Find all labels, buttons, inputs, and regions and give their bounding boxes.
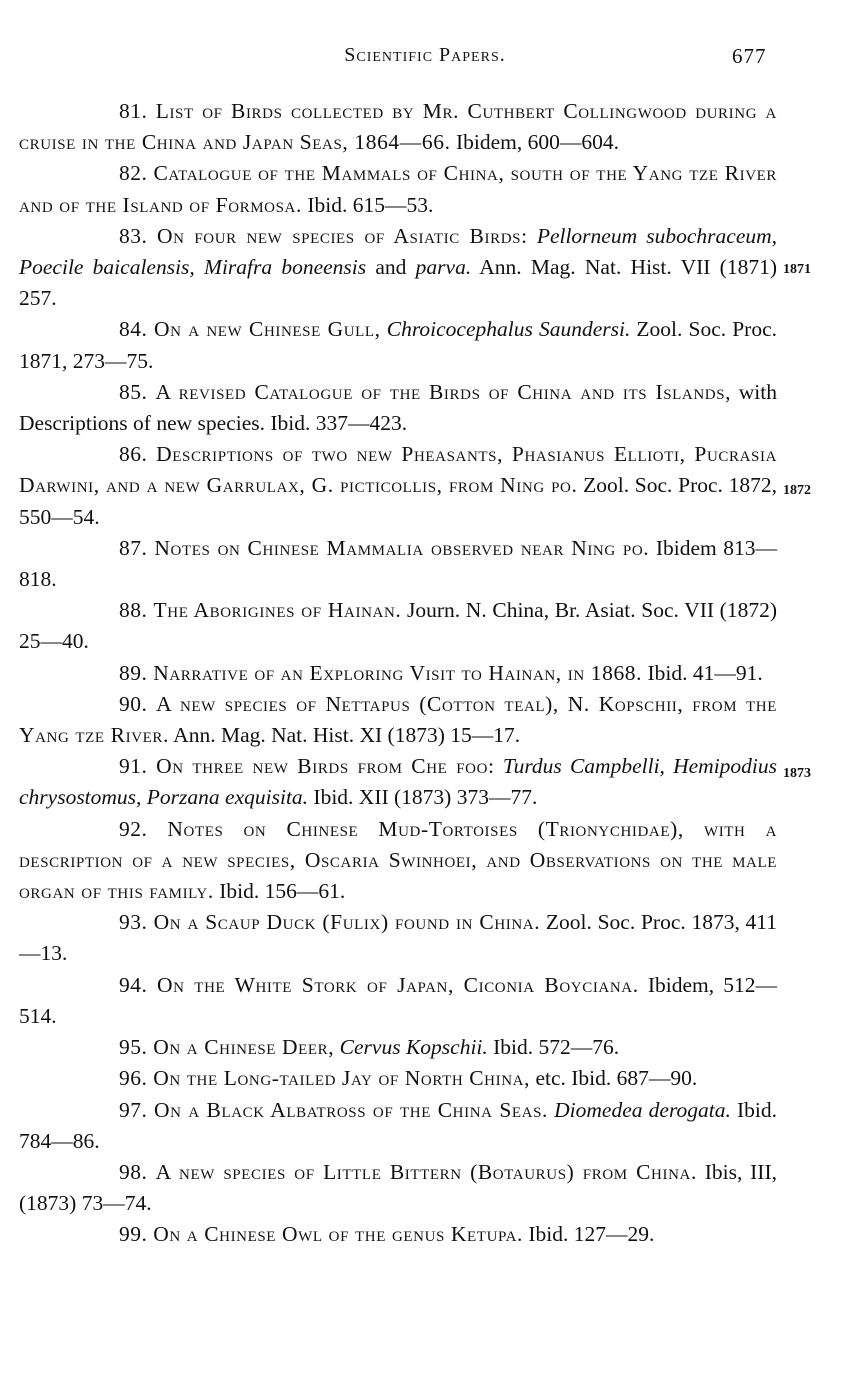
species-name: Turdus Campbelli, Hemipodius chrysostomus, Porzana exquisita. [19, 754, 778, 810]
entry-citation: Zool. Soc. Proc. 1873, 411—13. [19, 910, 777, 966]
species-name: Chroicocephalus Saundersi. [386, 317, 631, 342]
bibliography-entry [19, 1032, 777, 1063]
entry-citation: Ibid. 156—61. [213, 879, 346, 904]
page-header [0, 44, 850, 74]
margin-year: 1872 [783, 483, 811, 498]
bibliography-entry [19, 158, 777, 220]
entry-citation: Ibidem, 600—604. [450, 130, 619, 155]
entry-citation: Journ. N. China, Br. Asiat. Soc. VII (1872) 25—40. [19, 598, 778, 654]
entry-title: Descriptions of two new Pheasants, Phasianus Ellioti, Pucrasia Darwini, and a new Garrulax, G. picticollis, from Ning po. [19, 442, 777, 498]
entry-number: 99. [119, 1222, 154, 1247]
entry-number: 93. [119, 910, 154, 935]
bibliography-entry [19, 970, 777, 1032]
entry-number: 84. [119, 317, 154, 342]
entry-number: 98. [119, 1159, 156, 1184]
entry-citation [495, 754, 503, 778]
bibliography-entry [19, 1095, 777, 1157]
entry-title: On three new Birds from Che foo: [156, 754, 495, 779]
entry-citation: Zool. Soc. Proc. 1871, 273—75. [19, 317, 778, 373]
running-title: Scientific Papers. [344, 44, 506, 66]
bibliography-entry [19, 1157, 777, 1219]
species-name: Cervus Kopschii. [339, 1035, 488, 1060]
bibliography-entry [19, 439, 777, 533]
entry-citation: etc. Ibid. 687—90. [530, 1066, 698, 1091]
bibliography-entry [19, 96, 777, 158]
entry-number: 91. [119, 754, 157, 779]
bibliography-entry [19, 533, 777, 595]
entry-title: On a new Chinese Gull, [153, 317, 381, 342]
bibliography-entry [19, 658, 777, 689]
bibliography-entry [19, 751, 777, 813]
bibliography-entry [19, 221, 777, 315]
species-name: parva. [415, 255, 472, 280]
entry-title: On a Chinese Deer, [153, 1035, 335, 1060]
entry-number: 94. [119, 972, 158, 997]
entry-citation: Ibid. 615—53. [301, 192, 434, 217]
entry-title: Catalogue of the Mammals of China, south of the Yang tze River and of the Island of Formosa. [19, 161, 777, 217]
entry-number: 81. [119, 99, 156, 123]
entry-number: 86. [119, 442, 157, 467]
entry-citation: with Descriptions of new species. Ibid. 337—423. [19, 379, 777, 436]
entry-title: On a Black Albatross of the China Seas. [154, 1097, 548, 1122]
entry-citation: Ibidem 813—818. [19, 535, 777, 592]
entry-title: Narrative of an Exploring Visit to Hainan, in 1868. [153, 660, 643, 685]
entry-citation: Zool. Soc. Proc. 1872, 550—54. [19, 473, 777, 529]
entry-citation: Ibid. 127—29. [522, 1222, 655, 1247]
entry-title: On the Long-tailed Jay of North China, [153, 1066, 531, 1091]
bibliography-entry [19, 377, 777, 439]
entry-number: 95. [119, 1035, 154, 1060]
species-name: Pellorneum subochraceum, Poecile baicalensis, Mirafra boneensis [19, 223, 778, 280]
entry-title: On a Chinese Owl of the genus Ketupa. [153, 1222, 523, 1247]
entry-title: A revised Catalogue of the Birds of China and its Islands, [155, 379, 732, 404]
entry-title: On a Scaup Duck (Fulix) found in China. [153, 910, 541, 935]
page-number: 677 [732, 44, 767, 68]
entry-citation: Ibid. 572—76. [487, 1035, 620, 1060]
entry-number: 88. [119, 598, 154, 623]
entry-number: 90. [119, 691, 157, 716]
entry-number: 97. [119, 1097, 155, 1122]
margin-year: 1871 [783, 262, 811, 277]
entry-title: List of Birds collected by Mr. Cuthbert Collingwood during a cruise in the China and Japan Seas, 1864—66. [19, 99, 777, 155]
entry-title: Notes on Chinese Mud-Tortoises (Trionychidae), with a description of a new species, Oscaria Swinhoei, and Observations on the male organ of this family. [19, 816, 778, 904]
bibliography-entry [19, 907, 777, 969]
species-name: Diomedea derogata. [554, 1097, 731, 1122]
margin-year: 1873 [783, 766, 811, 781]
entry-citation: Ann. Mag. Nat. Hist. VII (1871) 257. [19, 255, 778, 311]
entry-title: The Aborigines of Hainan. [153, 598, 402, 623]
entry-title: A new species of Nettapus (Cotton teal), N. Kopschii, from the Yang tze River. [19, 691, 777, 748]
entry-citation [528, 224, 537, 248]
bibliography-entry [19, 595, 777, 657]
bibliography-entry [19, 814, 777, 908]
entry-citation: and [366, 255, 416, 280]
entry-number: 82. [119, 161, 154, 186]
entry-citation: Ibid. XII (1873) 373—77. [308, 785, 538, 810]
entry-citation: Ibid. 41—91. [642, 660, 763, 685]
entry-number: 89. [119, 660, 154, 685]
bibliography-entry [19, 314, 777, 376]
entry-number: 96. [119, 1066, 154, 1091]
entry-number: 92. [119, 816, 168, 841]
entry-title: A new species of Little Bittern (Botaurus) from China. [155, 1159, 697, 1184]
entry-citation: Ibidem, 512—514. [19, 972, 778, 1028]
entry-title: On the White Stork of Japan, Ciconia Boyciana. [157, 972, 639, 997]
bibliography-entry [19, 689, 777, 751]
entry-citation: Ibid. 784—86. [19, 1097, 778, 1153]
bibliography-list [19, 96, 777, 1251]
bibliography-entry [19, 1063, 777, 1094]
entry-number: 83. [119, 223, 158, 248]
entry-number: 85. [119, 379, 156, 404]
entry-number: 87. [119, 535, 155, 560]
entry-title: Notes on Chinese Mammalia observed near Ning po. [154, 535, 650, 560]
entry-citation: Ibis, III, (1873) 73—74. [19, 1159, 777, 1216]
entry-title: On four new species of Asiatic Birds: [157, 223, 528, 248]
bibliography-entry [19, 1219, 777, 1250]
entry-citation: Ann. Mag. Nat. Hist. XI (1873) 15—17. [168, 723, 521, 748]
